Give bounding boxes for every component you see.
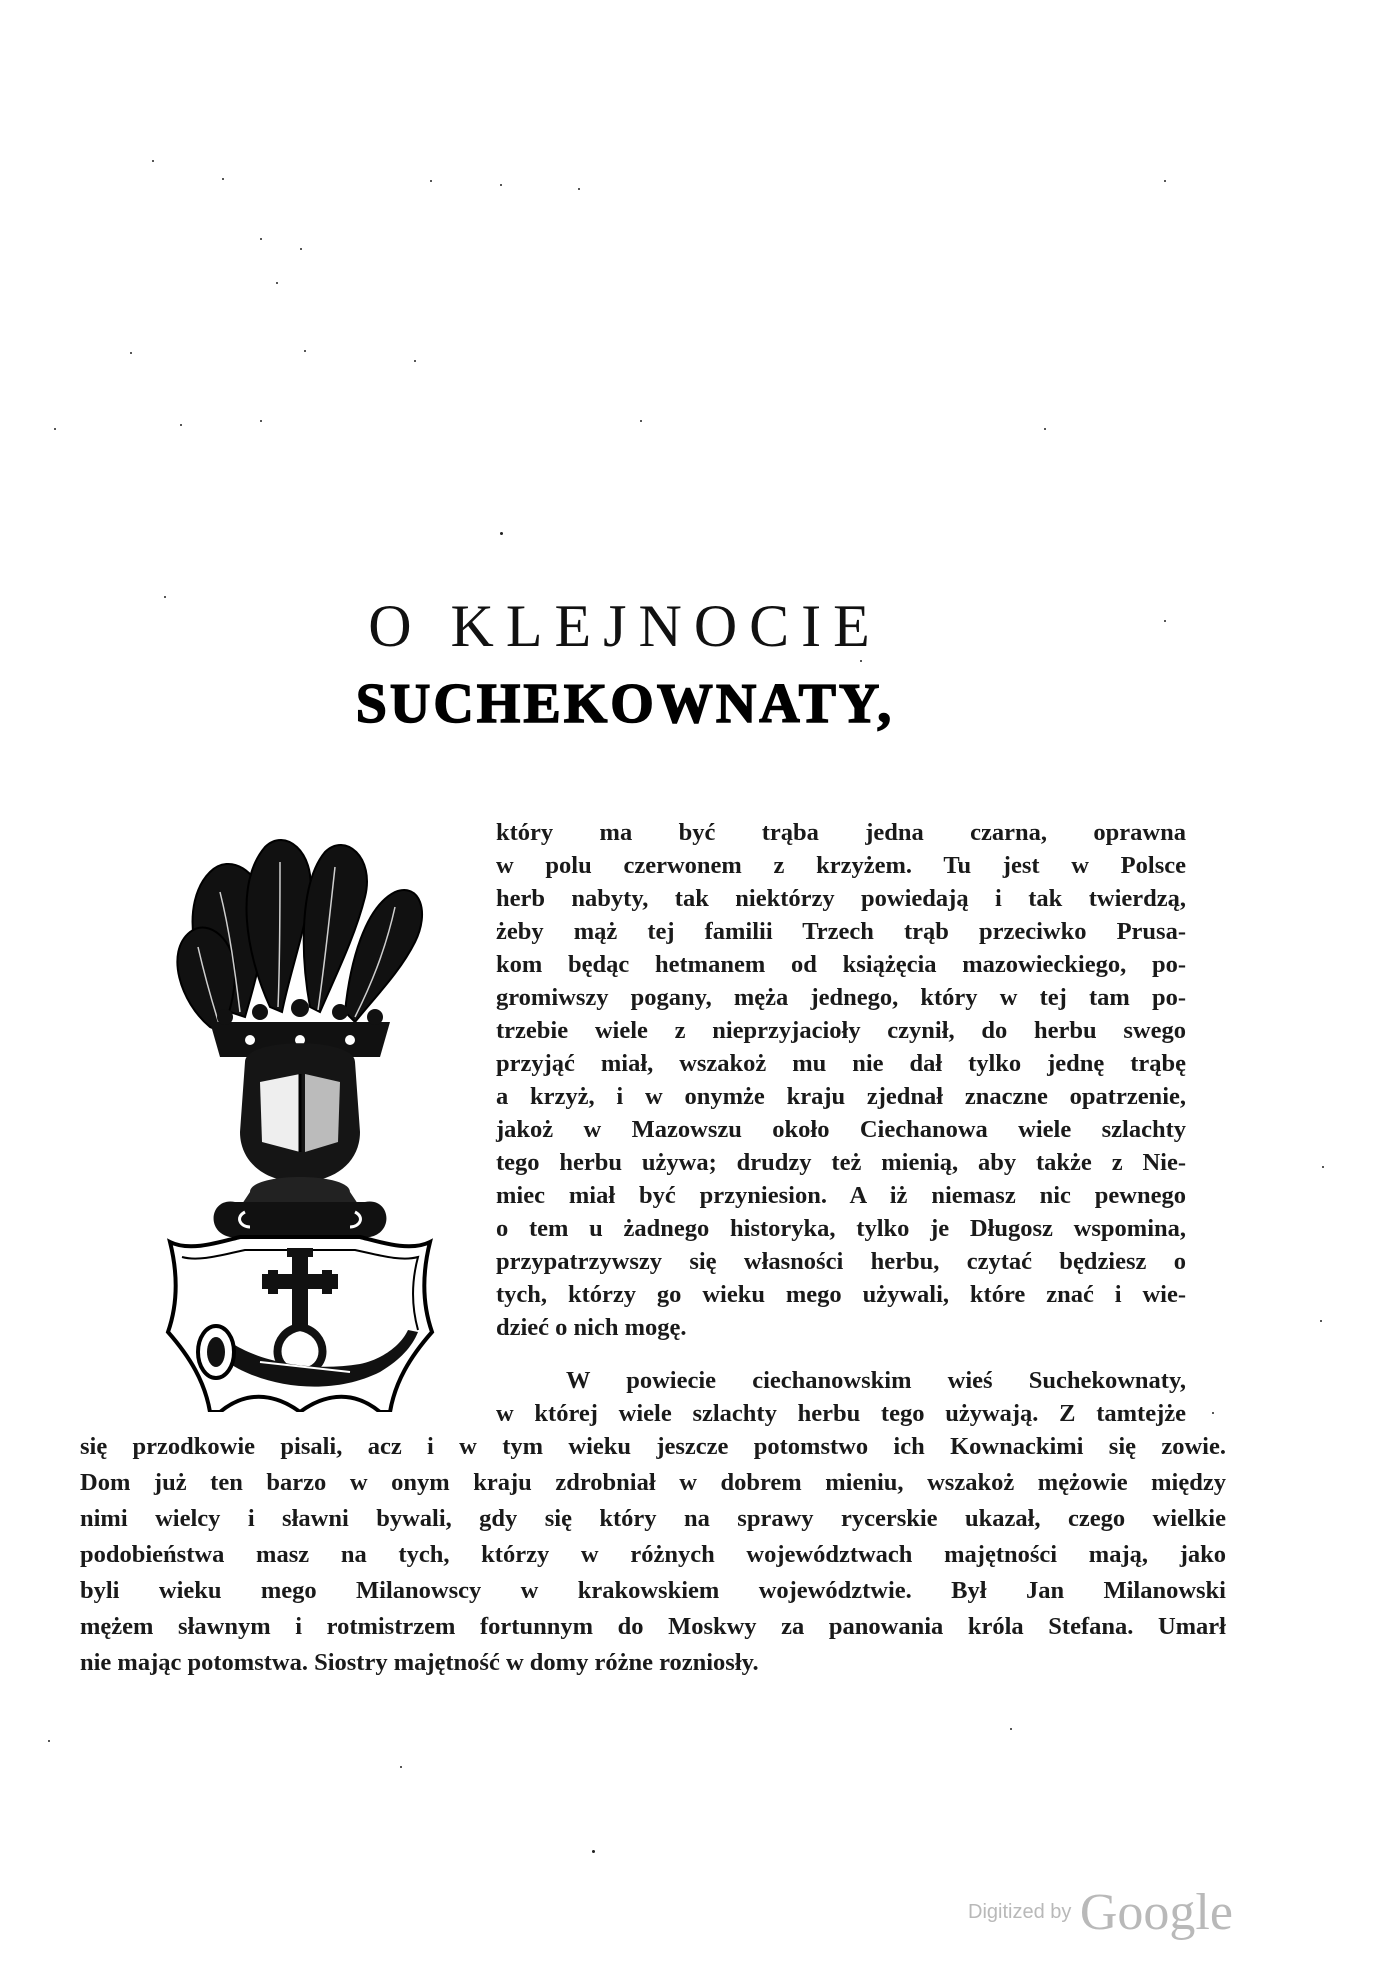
scan-speck bbox=[592, 1850, 595, 1853]
text-line: podobieństwa masz na tych, którzy w różnych województwach majętności mają, jako bbox=[80, 1541, 1226, 1568]
scan-speck bbox=[1322, 1166, 1324, 1168]
text-line: tych, którzy go wieku mego używali, które znać i wie- bbox=[496, 1281, 1186, 1308]
scan-speck bbox=[640, 420, 642, 422]
text-line: dzieć o nich mogę. bbox=[496, 1314, 687, 1341]
digitized-watermark bbox=[968, 1883, 1233, 1942]
text-line: w której wiele szlachty herbu tego używają. Z tamtejże bbox=[496, 1400, 1186, 1427]
scan-speck bbox=[304, 350, 306, 352]
scan-speck bbox=[500, 532, 503, 535]
scan-speck bbox=[400, 1766, 402, 1768]
scan-speck bbox=[1010, 1728, 1012, 1730]
scan-speck bbox=[1164, 180, 1166, 182]
text-line: byli wieku mego Milanowscy w krakowskiem województwie. Był Jan Milanowski bbox=[80, 1577, 1226, 1604]
text-line: kom będąc hetmanem od książęcia mazowieckiego, po- bbox=[496, 951, 1186, 978]
text-line: nimi wielcy i sławni bywali, gdy się który na sprawy rycerskie ukazał, czego wielkie bbox=[80, 1505, 1226, 1532]
scan-speck bbox=[130, 352, 132, 354]
scan-speck bbox=[414, 360, 416, 362]
scan-speck bbox=[1212, 1412, 1214, 1414]
text-line: W powiecie ciechanowskim wieś Suchekownaty, bbox=[566, 1367, 1186, 1394]
scan-speck bbox=[1320, 1320, 1322, 1322]
scan-speck bbox=[260, 238, 262, 240]
scan-speck bbox=[500, 184, 502, 186]
text-line: o tem u żadnego historyka, tylko je Długosz wspomina, bbox=[496, 1215, 1186, 1242]
text-line: Dom już ten barzo w onym kraju zdrobniał w dobrem mieniu, wszakoż mężowie między bbox=[80, 1469, 1226, 1496]
text-line: tego herbu używa; drudzy też mienią, aby także z Nie- bbox=[496, 1149, 1186, 1176]
google-logo: Google bbox=[1079, 1884, 1233, 1941]
text-line: który ma być trąba jedna czarna, oprawna bbox=[496, 819, 1186, 846]
text-line: jakoż w Mazowszu około Ciechanowa wiele szlachty bbox=[496, 1116, 1186, 1143]
knight-helmet-icon bbox=[214, 1043, 387, 1237]
heading-line-1: O KLEJNOCIE bbox=[368, 593, 882, 659]
text-line: w polu czerwonem z krzyżem. Tu jest w Polsce bbox=[496, 852, 1186, 879]
text-line: a krzyż, i w onymże kraju zjednał znaczne opatrzenie, bbox=[496, 1083, 1186, 1110]
coat-of-arms-icon bbox=[150, 812, 450, 1412]
scan-speck bbox=[1044, 428, 1046, 430]
scan-speck bbox=[54, 428, 56, 430]
scan-speck bbox=[578, 188, 580, 190]
scan-speck bbox=[180, 424, 182, 426]
text-line: przypatrzywszy się własności herbu, czytać będziesz o bbox=[496, 1248, 1186, 1275]
scan-speck bbox=[300, 248, 302, 250]
heading-line-2: SUCHEKOWNATY, bbox=[355, 673, 895, 735]
text-line: żeby mąż tej familii Trzech trąb przeciwko Prusa- bbox=[496, 918, 1186, 945]
text-line: mężem sławnym i rotmistrzem fortunnym do Moskwy za panowania króla Stefana. Umarł bbox=[80, 1613, 1226, 1640]
scan-speck bbox=[260, 420, 262, 422]
watermark-prefix: Digitized by bbox=[968, 1901, 1072, 1923]
text-line: się przodkowie pisali, acz i w tym wieku jeszcze potomstwo ich Kownackimi się zowie. bbox=[80, 1433, 1226, 1460]
text-line: miec miał być przyniesion. A iż niemasz nic pewnego bbox=[496, 1182, 1186, 1209]
text-line: gromiwszy pogany, męża jednego, który w tej tam po- bbox=[496, 984, 1186, 1011]
text-line: nie mając potomstwa. Siostry majętność w domy różne rozniosły. bbox=[80, 1649, 759, 1676]
scan-speck bbox=[222, 178, 224, 180]
scan-speck bbox=[48, 1740, 50, 1742]
text-line: przyjąć miał, wszakoż mu nie dał tylko jednę trąbę bbox=[496, 1050, 1186, 1077]
text-line: herb nabyty, tak niektórzy powiedają i tak twierdzą, bbox=[496, 885, 1186, 912]
scan-speck bbox=[276, 282, 278, 284]
scan-speck bbox=[430, 180, 432, 182]
text-line: trzebie wiele z nieprzyjacioły czynił, do herbu swego bbox=[496, 1017, 1186, 1044]
scan-speck bbox=[152, 160, 154, 162]
